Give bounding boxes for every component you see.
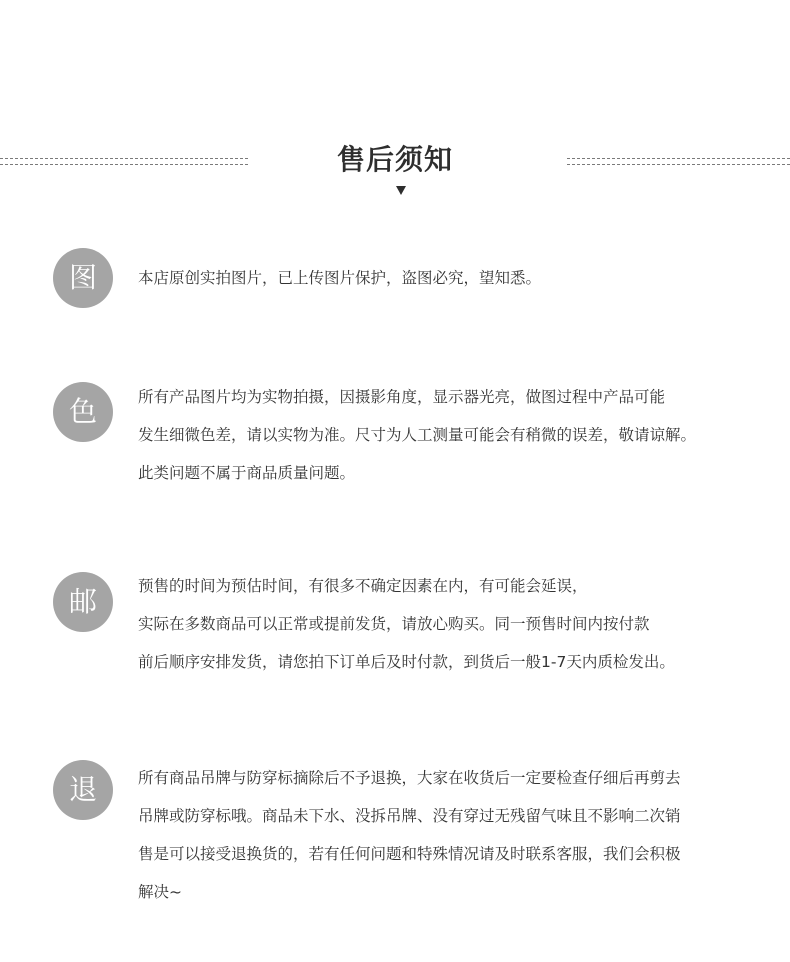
text-line: 发生细微色差，请以实物为准。尺寸为人工测量可能会有稍微的误差，敬请谅解。 xyxy=(138,426,697,444)
text-line: 解决~ xyxy=(138,883,182,901)
text-line: 实际在多数商品可以正常或提前发货，请放心购买。同一预售时间内按付款 xyxy=(138,615,650,633)
text-line: 此类问题不属于商品质量问题。 xyxy=(138,464,356,482)
section-text xyxy=(138,567,778,681)
text-line: 前后顺序安排发货，请您拍下订单后及时付款，到货后一般1-7天内质检发出。 xyxy=(138,653,675,671)
section-text xyxy=(138,759,778,911)
text-line: 售是可以接受退换货的，若有任何问题和特殊情况请及时联系客服，我们会积极 xyxy=(138,845,681,863)
page-title: 售后须知 xyxy=(336,143,453,176)
return-badge-icon: 退 xyxy=(53,760,113,820)
section-text xyxy=(138,259,778,297)
text-line: 所有商品吊牌与防穿标摘除后不予退换，大家在收货后一定要检查仔细后再剪去 xyxy=(138,769,681,787)
text-line: 所有产品图片均为实物拍摄，因摄影角度，显示器光亮，做图过程中产品可能 xyxy=(138,388,666,406)
down-arrow-icon xyxy=(396,186,406,195)
text-line: 预售的时间为预估时间，有很多不确定因素在内，有可能会延误， xyxy=(138,577,588,595)
notice-header xyxy=(0,140,790,200)
text-line: 本店原创实拍图片，已上传图片保护，盗图必究，望知悉。 xyxy=(138,269,542,287)
image-badge-icon: 图 xyxy=(53,248,113,308)
text-line: 吊牌或防穿标哦。商品未下水、没拆吊牌、没有穿过无残留气味且不影响二次销 xyxy=(138,807,681,825)
mail-badge-icon: 邮 xyxy=(53,572,113,632)
section-text xyxy=(138,378,778,492)
color-badge-icon: 色 xyxy=(53,382,113,442)
